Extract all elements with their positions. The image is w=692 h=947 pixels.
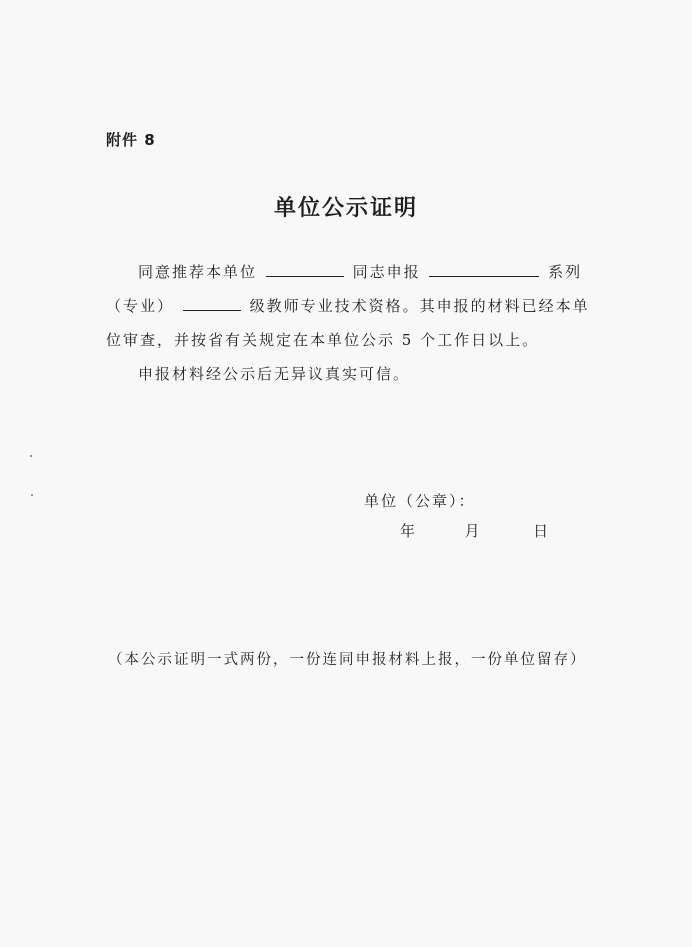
attachment-label: 附件 8 xyxy=(106,131,156,149)
body-line-3: 位审查，并按省有关规定在本单位公示 5 个工作日以上。 xyxy=(106,331,540,349)
unit-seal-label: 单位（公章）： xyxy=(364,492,476,510)
level-blank xyxy=(183,296,241,311)
body-line-1-seg2: 同志申报 xyxy=(352,263,421,281)
document-title: 单位公示证明 xyxy=(273,196,418,221)
day-label: 日 xyxy=(533,522,551,540)
body-line-1 xyxy=(138,262,582,282)
body-line-1-seg3: 系列 xyxy=(548,263,583,281)
series-blank xyxy=(429,262,539,277)
scan-speck xyxy=(31,494,33,496)
body-line-4: 申报材料经公示后无异议真实可信。 xyxy=(138,365,411,383)
body-line-2 xyxy=(106,296,590,316)
footnote: （本公示证明一式两份，一份连同申报材料上报，一份单位留存） xyxy=(108,652,587,668)
unit-name-blank xyxy=(266,262,344,277)
month-label: 月 xyxy=(464,522,482,540)
body-line-2-seg2: 级教师专业技术资格。其申报的材料已经本单 xyxy=(249,297,590,315)
year-label: 年 xyxy=(400,522,418,540)
scan-speck xyxy=(30,455,32,457)
body-line-2-seg1: （专业） xyxy=(106,297,175,315)
date-line xyxy=(400,520,550,541)
body-line-1-seg1: 同意推荐本单位 xyxy=(138,263,258,281)
